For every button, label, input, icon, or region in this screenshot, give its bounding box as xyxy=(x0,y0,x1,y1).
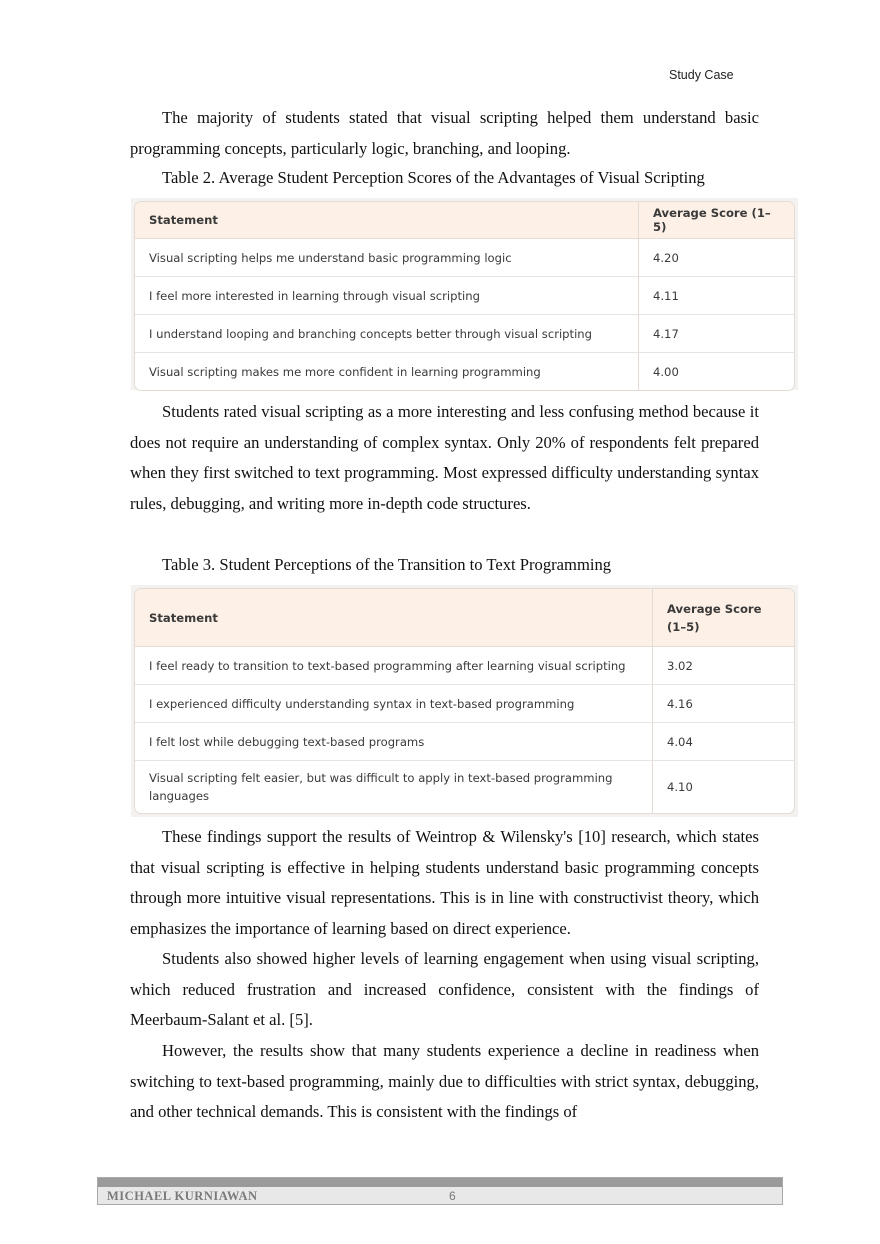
page-footer xyxy=(97,1177,783,1205)
paragraph-2: Students rated visual scripting as a more interesting and less confusing method because it does not require an understanding of complex syntax. Only 20% of respondents felt prepared when they first switched to text programming. Most expressed difficulty understanding syntax rules, debugging, and writing more in-depth code structures. xyxy=(130,402,759,513)
paragraph-3: These findings support the results of Weintrop & Wilensky's [10] research, which states that visual scripting is effective in helping students understand basic programming concepts through more intuitive visual representations. This is in line with constructivist theory, which emphasizes the importance of learning based on direct experience. xyxy=(130,827,759,938)
table-header-row xyxy=(135,589,794,647)
statement-cell: I experienced difficulty understanding syntax in text-based programming xyxy=(135,685,653,723)
column-header-statement: Statement xyxy=(135,589,653,647)
table-row xyxy=(135,239,794,277)
table-row xyxy=(135,277,794,315)
score-cell: 4.17 xyxy=(639,315,794,353)
paragraph-1: The majority of students stated that visual scripting helped them understand basic programming concepts, particularly logic, branching, and looping. xyxy=(130,108,759,158)
table-row xyxy=(135,685,794,723)
table-3 xyxy=(131,585,798,817)
paragraph-4: Students also showed higher levels of learning engagement when using visual scripting, which reduced frustration and increased confidence, consistent with the findings of Meerbaum-Salant et al. [5]. xyxy=(130,949,759,1030)
paragraph-5: However, the results show that many students experience a decline in readiness when switching to text-based programming, mainly due to difficulties with strict syntax, debugging, and other technical demands. This is consistent with the findings of xyxy=(130,1041,759,1122)
table-row xyxy=(135,761,794,813)
table-3-grid xyxy=(134,588,795,814)
statement-cell: Visual scripting felt easier, but was difficult to apply in text-based programming languages xyxy=(135,761,653,813)
statement-cell: I feel more interested in learning through visual scripting xyxy=(135,277,639,315)
score-cell: 4.11 xyxy=(639,277,794,315)
column-header-score: Average Score (1–5) xyxy=(639,202,794,239)
statement-cell: Visual scripting helps me understand basic programming logic xyxy=(135,239,639,277)
score-cell: 4.16 xyxy=(653,685,794,723)
score-cell: 4.04 xyxy=(653,723,794,761)
score-cell: 4.00 xyxy=(653,364,679,379)
table-row xyxy=(135,723,794,761)
statement-cell: I understand looping and branching concepts better through visual scripting xyxy=(135,315,639,353)
table-row xyxy=(135,353,794,390)
score-cell: 3.02 xyxy=(653,647,794,685)
table-2-grid xyxy=(134,201,795,391)
table-3-caption: Table 3. Student Perceptions of the Transition to Text Programming xyxy=(162,555,612,574)
running-header: Study Case xyxy=(669,68,734,82)
table-2 xyxy=(131,198,798,390)
footer-rule xyxy=(98,1178,782,1187)
table-header-row xyxy=(135,202,794,239)
statement-cell: I feel ready to transition to text-based programming after learning visual scripting xyxy=(135,647,653,685)
table-row xyxy=(135,647,794,685)
statement-cell: Visual scripting makes me more confident in learning programming xyxy=(135,353,639,390)
statement-cell: I felt lost while debugging text-based programs xyxy=(135,723,653,761)
column-header-statement: Statement xyxy=(135,202,639,239)
table-row xyxy=(135,315,794,353)
score-cell: 4.10 xyxy=(667,780,693,794)
footer-author: MICHAEL KURNIAWAN xyxy=(107,1189,258,1203)
table-2-caption: Table 2. Average Student Perception Scores of the Advantages of Visual Scripting xyxy=(162,168,705,187)
score-cell: 4.20 xyxy=(639,239,794,277)
page-number: 6 xyxy=(449,1189,456,1203)
column-header-score: Average Score (1–5) xyxy=(653,589,794,647)
